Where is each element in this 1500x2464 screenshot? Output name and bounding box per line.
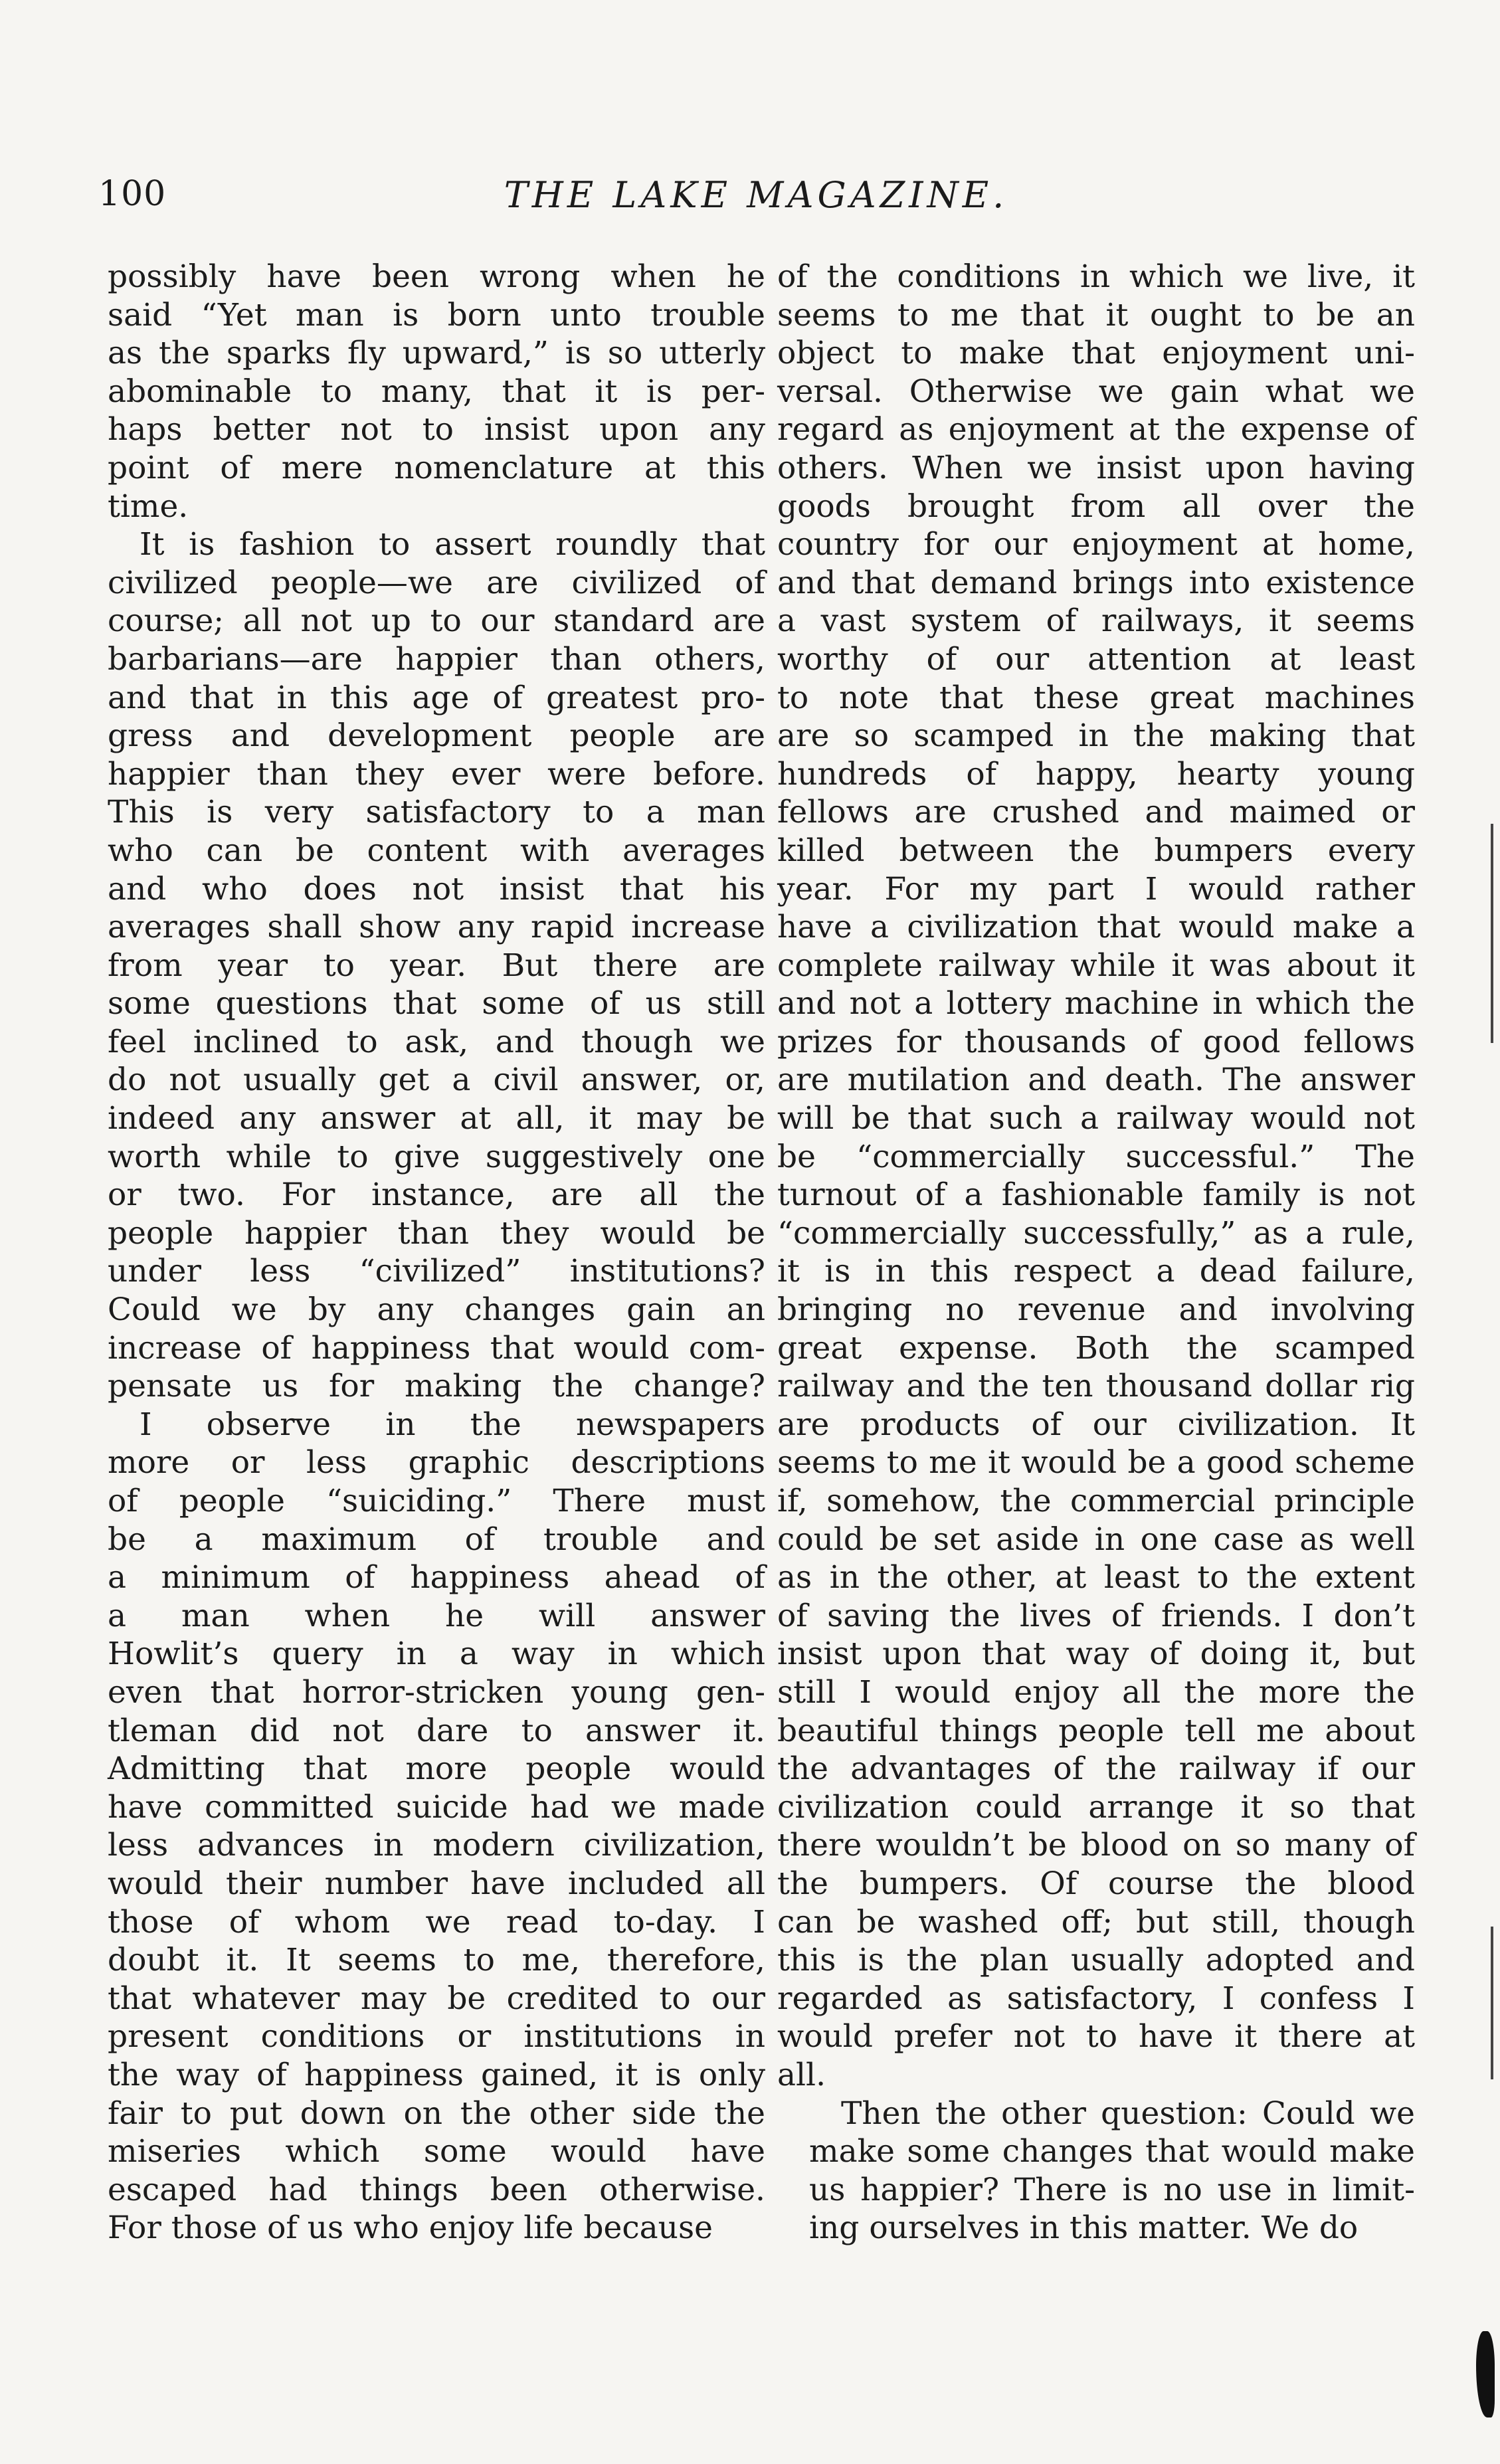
text-line: have a civilization that would make a: [777, 909, 1415, 946]
text-line: be a maximum of trouble and: [108, 1521, 765, 1558]
text-line: It is fashion to assert roundly that: [140, 526, 765, 563]
text-line: those of whom we read to-day. I: [108, 1903, 765, 1941]
text-line: less advances in modern civilization,: [108, 1827, 765, 1864]
text-line: make some changes that would make: [809, 2133, 1415, 2170]
text-line: course; all not up to our standard are: [108, 603, 765, 640]
text-line: it is in this respect a dead failure,: [777, 1253, 1415, 1290]
text-line: and that demand brings into existence: [777, 564, 1415, 601]
ink-blot: [1476, 2331, 1495, 2417]
text-line: year. For my part I would rather: [777, 870, 1415, 907]
text-line: escaped had things been otherwise.: [108, 2171, 765, 2208]
text-line: time.: [108, 488, 189, 525]
text-line: as the sparks fly upward,” is so utterly: [108, 335, 765, 372]
text-line: more or less graphic descriptions: [108, 1444, 765, 1481]
text-line: would their number have included all: [108, 1865, 765, 1902]
text-line: some questions that some of us still: [108, 985, 765, 1022]
text-line: a man when he will answer: [108, 1597, 765, 1634]
text-line: railway and the ten thousand dollar rig: [777, 1368, 1415, 1405]
text-line: are mutilation and death. The answer: [777, 1062, 1415, 1099]
text-line: Then the other question: Could we: [841, 2095, 1415, 2132]
running-title: THE LAKE MAGAZINE.: [504, 174, 1008, 216]
text-line: the way of happiness gained, it is only: [108, 2056, 765, 2093]
text-line: said “Yet man is born unto trouble: [108, 296, 765, 333]
text-line: happier than they ever were before.: [108, 755, 765, 793]
text-line: complete railway while it was about it: [777, 947, 1415, 984]
text-line: object to make that enjoyment uni-: [777, 335, 1415, 372]
text-line: civilization could arrange it so that: [777, 1788, 1415, 1826]
text-line: worth while to give suggestively one: [108, 1138, 765, 1175]
text-line: killed between the bumpers every: [777, 832, 1415, 869]
text-line: beautiful things people tell me about: [777, 1712, 1415, 1749]
text-line: a minimum of happiness ahead of: [108, 1559, 765, 1596]
text-line: or two. For instance, are all the: [108, 1177, 765, 1214]
text-line: who can be content with averages: [108, 832, 765, 869]
text-line: fair to put down on the other side the: [108, 2095, 765, 2132]
text-line: seems to me that it ought to be an: [777, 296, 1415, 333]
text-line: under less “civilized” institutions?: [108, 1253, 765, 1290]
text-line: pensate us for making the change?: [108, 1368, 765, 1405]
text-line: point of mere nomenclature at this: [108, 449, 765, 486]
text-line: have committed suicide had we made: [108, 1788, 765, 1826]
text-line: even that horror-stricken young gen-: [108, 1673, 765, 1711]
text-line: the bumpers. Of course the blood: [777, 1865, 1415, 1902]
text-line: us happier? There is no use in limit-: [809, 2171, 1415, 2208]
text-line: to note that these great machines: [777, 679, 1415, 716]
text-line: Admitting that more people would: [108, 1751, 765, 1788]
text-line: ing ourselves in this matter. We do: [809, 2210, 1359, 2247]
text-line: are products of our civilization. It: [777, 1406, 1415, 1443]
text-line: there wouldn’t be blood on so many of: [777, 1827, 1415, 1864]
page-header: [98, 174, 1414, 234]
text-line: “commercially successfully,” as a rule,: [777, 1214, 1415, 1252]
text-line: still I would enjoy all the more the: [777, 1673, 1415, 1711]
text-line: and not a lottery machine in which the: [777, 985, 1415, 1022]
text-line: country for our enjoyment at home,: [777, 526, 1415, 563]
text-line: seems to me it would be a good scheme: [777, 1444, 1415, 1481]
text-line: I observe in the newspapers: [140, 1406, 765, 1443]
text-line: the advantages of the railway if our: [777, 1751, 1415, 1788]
text-line: a vast system of railways, it seems: [777, 603, 1415, 640]
text-line: prizes for thousands of good fellows: [777, 1023, 1415, 1060]
text-line: miseries which some would have: [108, 2133, 765, 2170]
page-edge-mark: [1491, 1927, 1493, 2079]
text-line: as in the other, at least to the extent: [777, 1559, 1415, 1596]
text-line: bringing no revenue and involving: [777, 1291, 1415, 1329]
text-line: averages shall show any rapid increase: [108, 909, 765, 946]
text-line: of saving the lives of friends. I don’t: [777, 1597, 1415, 1634]
text-line: from year to year. But there are: [108, 947, 765, 984]
text-line: gress and development people are: [108, 717, 765, 755]
text-line: Could we by any changes gain an: [108, 1291, 765, 1329]
text-line: would prefer not to have it there at: [777, 2018, 1415, 2055]
text-line: hundreds of happy, hearty young: [777, 755, 1415, 793]
text-line: are so scamped in the making that: [777, 717, 1415, 755]
text-line: haps better not to insist upon any: [108, 411, 765, 448]
text-line: feel inclined to ask, and though we: [108, 1023, 765, 1060]
page-edge-mark: [1491, 824, 1493, 1043]
text-line: people happier than they would be: [108, 1214, 765, 1252]
text-line: do not usually get a civil answer, or,: [108, 1062, 765, 1099]
text-line: This is very satisfactory to a man: [108, 794, 765, 831]
text-line: present conditions or institutions in: [108, 2018, 765, 2055]
text-line: turnout of a fashionable family is not: [777, 1177, 1415, 1214]
text-line: that whatever may be credited to our: [108, 1980, 765, 2017]
text-line: versal. Otherwise we gain what we: [777, 373, 1415, 410]
text-line: abominable to many, that it is per-: [108, 373, 765, 410]
text-line: will be that such a railway would not: [777, 1100, 1415, 1137]
text-line: possibly have been wrong when he: [108, 258, 765, 295]
text-line: fellows are crushed and maimed or: [777, 794, 1415, 831]
text-line: civilized people—we are civilized of: [108, 564, 765, 601]
text-line: and that in this age of greatest pro-: [108, 679, 765, 716]
left-text-column: [108, 258, 765, 2247]
text-line: barbarians—are happier than others,: [108, 640, 765, 678]
text-line: For those of us who enjoy life because: [108, 2210, 713, 2247]
text-line: insist upon that way of doing it, but: [777, 1636, 1415, 1673]
text-line: all.: [777, 2056, 826, 2093]
text-line: regarded as satisfactory, I confess I: [777, 1980, 1415, 2017]
text-line: tleman did not dare to answer it.: [108, 1712, 765, 1749]
text-line: if, somehow, the commercial principle: [777, 1483, 1415, 1519]
text-line: could be set aside in one case as well: [777, 1521, 1415, 1558]
text-line: of people “suiciding.” There must: [108, 1483, 765, 1519]
text-line: others. When we insist upon having: [777, 449, 1415, 486]
text-line: worthy of our attention at least: [777, 640, 1415, 678]
text-line: great expense. Both the scamped: [777, 1329, 1415, 1367]
text-line: Howlit’s query in a way in which: [108, 1636, 765, 1673]
right-text-column: [777, 258, 1415, 2247]
text-line: increase of happiness that would com-: [108, 1329, 765, 1367]
text-line: this is the plan usually adopted and: [777, 1942, 1415, 1979]
text-line: indeed any answer at all, it may be: [108, 1100, 765, 1137]
text-line: of the conditions in which we live, it: [777, 258, 1415, 295]
text-line: regard as enjoyment at the expense of: [777, 411, 1415, 448]
text-line: doubt it. It seems to me, therefore,: [108, 1942, 765, 1979]
text-line: can be washed off; but still, though: [777, 1903, 1415, 1941]
text-line: goods brought from all over the: [777, 488, 1415, 525]
page-number: 100: [98, 174, 167, 214]
text-line: be “commercially successful.” The: [777, 1138, 1415, 1175]
text-line: and who does not insist that his: [108, 870, 765, 907]
